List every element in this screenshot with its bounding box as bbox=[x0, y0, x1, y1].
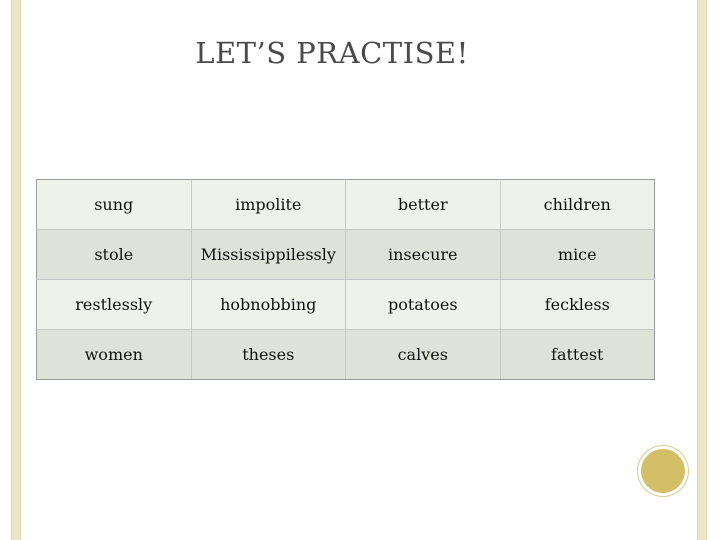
table-cell: children bbox=[500, 180, 655, 230]
table-cell: women bbox=[37, 330, 192, 380]
table-row bbox=[37, 330, 655, 380]
table-cell: restlessly bbox=[37, 280, 192, 330]
decorative-circle bbox=[641, 449, 685, 493]
table-cell: potatoes bbox=[346, 280, 501, 330]
table-cell: feckless bbox=[500, 280, 655, 330]
table-cell: mice bbox=[500, 230, 655, 280]
table-row bbox=[37, 180, 655, 230]
table-cell: Mississippilessly bbox=[191, 230, 346, 280]
word-table bbox=[36, 179, 655, 380]
table-cell: impolite bbox=[191, 180, 346, 230]
table-cell: hobnobbing bbox=[191, 280, 346, 330]
left-frame-stripe bbox=[11, 0, 21, 540]
right-frame-stripe bbox=[697, 0, 707, 540]
table-row bbox=[37, 280, 655, 330]
table-cell: sung bbox=[37, 180, 192, 230]
table-cell: stole bbox=[37, 230, 192, 280]
slide-title: LET’S PRACTISE! bbox=[195, 36, 469, 70]
table-cell: theses bbox=[191, 330, 346, 380]
table-cell: insecure bbox=[346, 230, 501, 280]
table-cell: better bbox=[346, 180, 501, 230]
table-cell: fattest bbox=[500, 330, 655, 380]
table-row bbox=[37, 230, 655, 280]
table-cell: calves bbox=[346, 330, 501, 380]
